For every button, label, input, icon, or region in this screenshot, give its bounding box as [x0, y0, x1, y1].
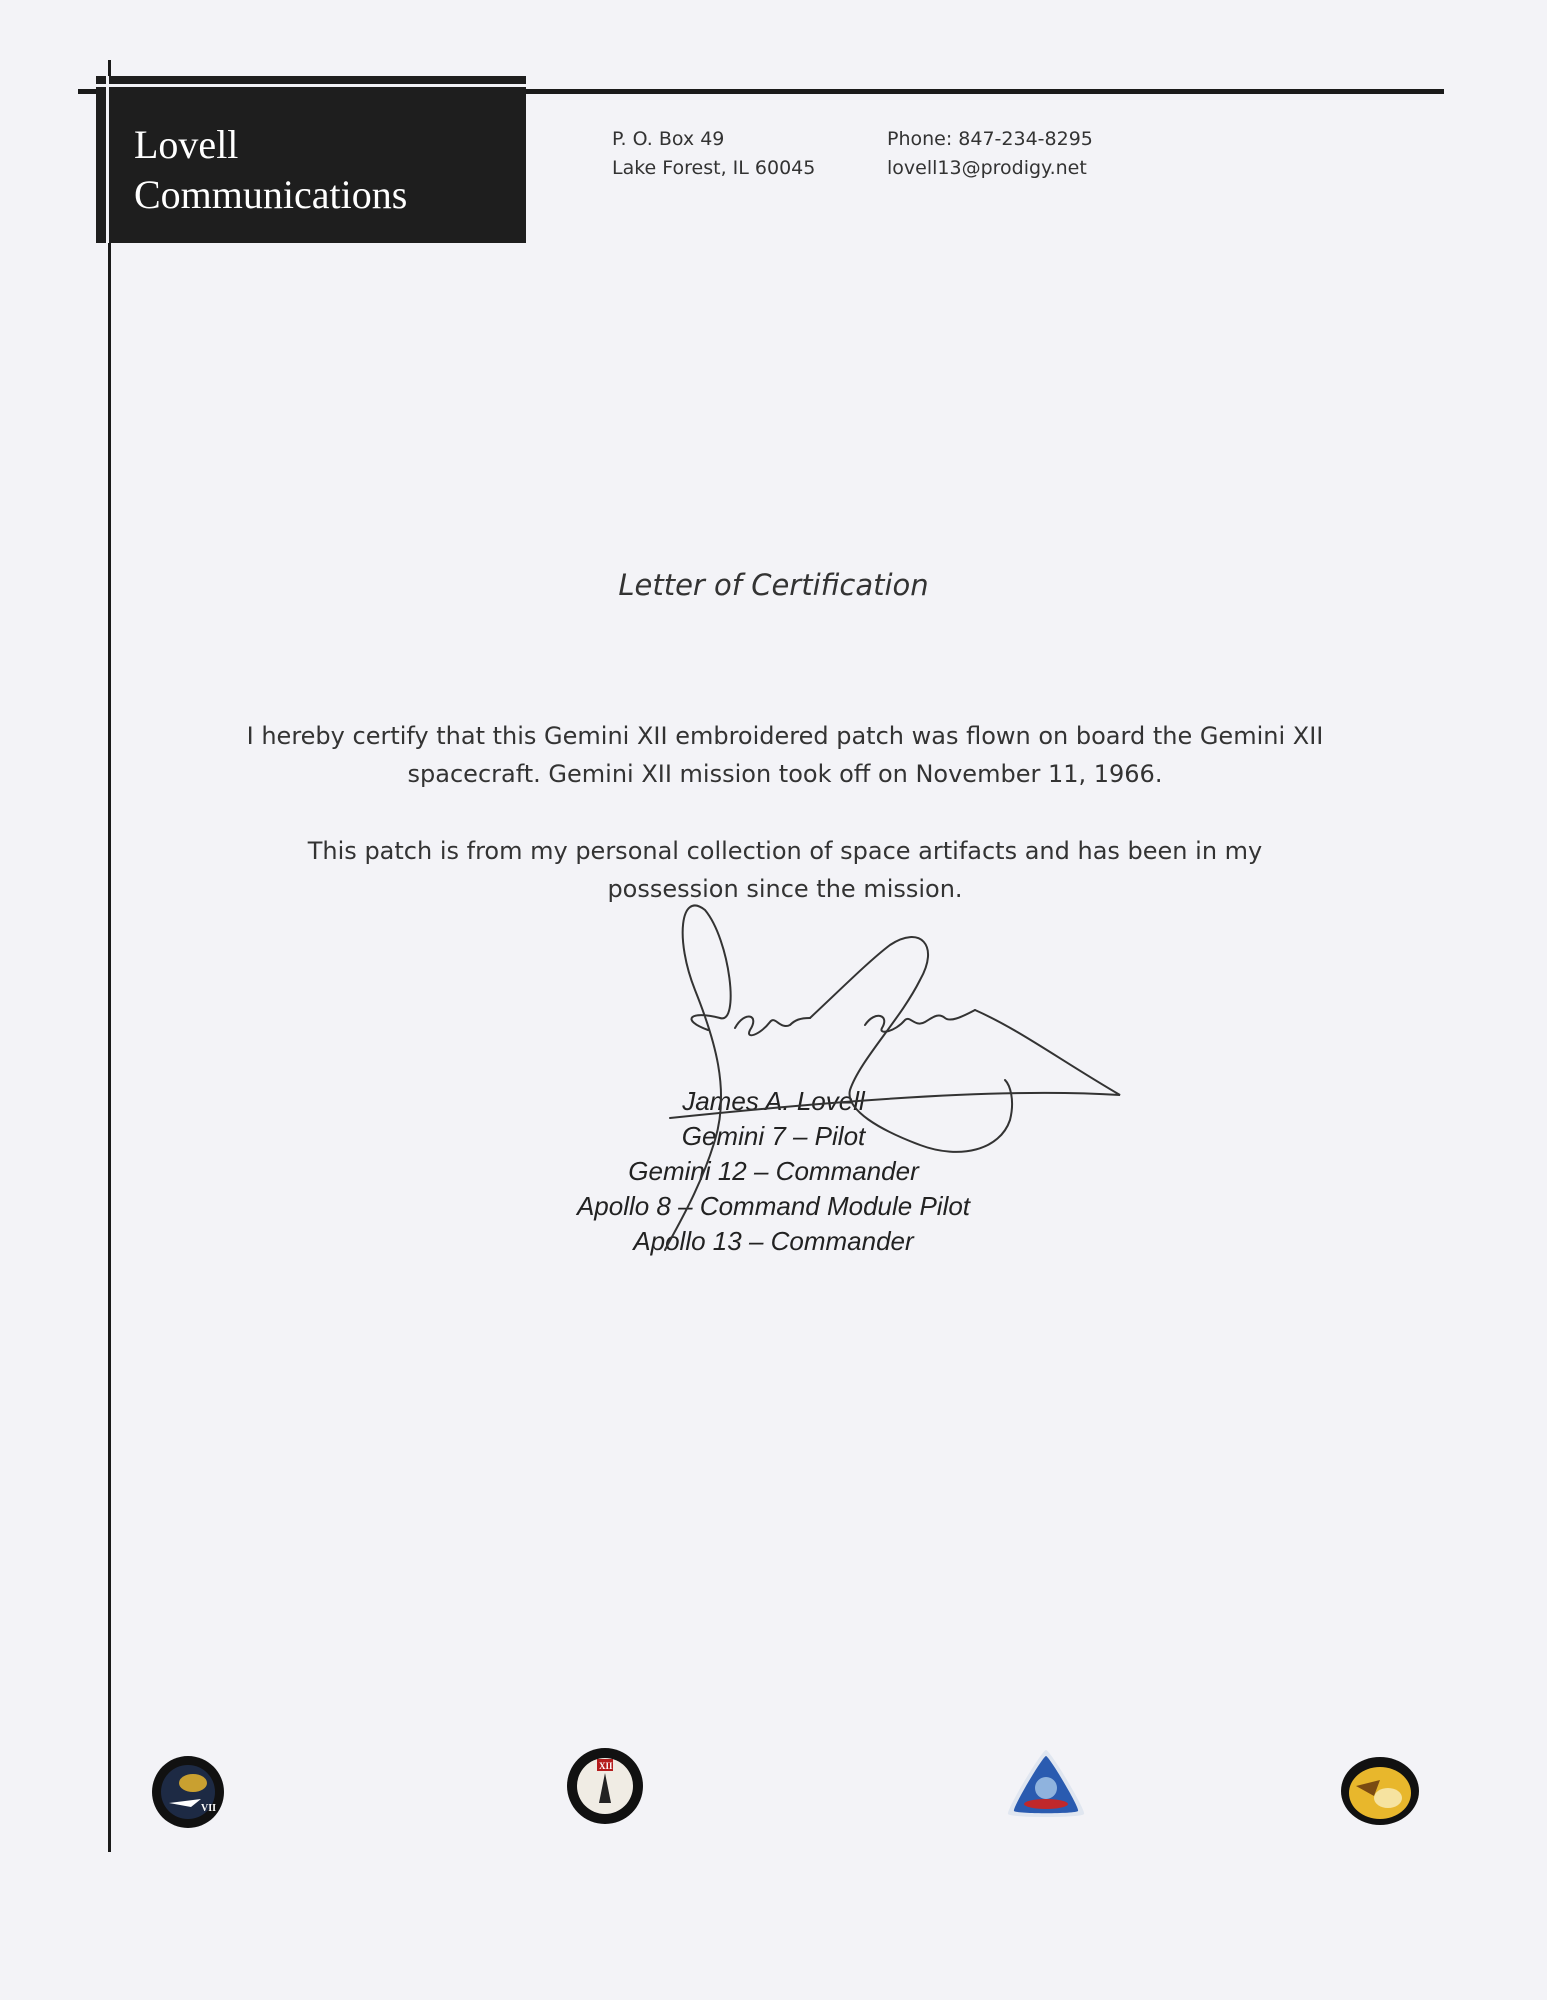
signer-role-3: Apollo 8 – Command Module Pilot: [576, 1191, 971, 1221]
company-name-line-1: Lovell: [134, 122, 239, 167]
company-name-line-2: Communications: [134, 172, 408, 217]
gemini-7-patch-icon: [151, 1755, 225, 1833]
apollo-8-patch-icon: [1004, 1748, 1088, 1824]
signer-role-2: Gemini 12 – Commander: [628, 1156, 919, 1186]
contact-block: [887, 125, 1093, 183]
handwritten-signature: [620, 900, 1140, 1260]
margin-rule: [108, 60, 111, 1852]
paragraph-1: [200, 717, 1370, 793]
signer-role-1: Gemini 7 – Pilot: [681, 1121, 866, 1151]
logo-accent-horizontal: [96, 84, 526, 87]
letter-title: Letter of Certification: [618, 568, 929, 602]
email-address: lovell13@prodigy.net: [887, 157, 1087, 179]
paragraph-1-line-2: spacecraft. Gemini XII mission took off on November 11, 1966.: [407, 760, 1163, 788]
signer-role-4: Apollo 13 – Commander: [633, 1226, 914, 1256]
paragraph-2-line-2: possession since the mission.: [607, 875, 963, 903]
logo-accent-vertical: [106, 76, 109, 243]
apollo-13-patch-icon: [1340, 1756, 1420, 1830]
gemini-12-patch-icon: [566, 1747, 644, 1829]
address-block: [612, 125, 815, 183]
paragraph-2: [200, 832, 1370, 908]
company-logo: [96, 76, 526, 243]
phone-number: Phone: 847-234-8295: [887, 128, 1093, 150]
paragraph-2-line-1: This patch is from my personal collection of space artifacts and has been in my: [307, 837, 1263, 865]
address-line-1: P. O. Box 49: [612, 128, 725, 150]
svg-text:VII: VII: [201, 1803, 217, 1814]
signer-name: James A. Lovell: [682, 1086, 865, 1116]
paragraph-1-line-1: I hereby certify that this Gemini XII embroidered patch was flown on board the Gemini XII: [246, 722, 1324, 750]
address-line-2: Lake Forest, IL 60045: [612, 157, 816, 179]
svg-text:XII: XII: [599, 1761, 613, 1771]
